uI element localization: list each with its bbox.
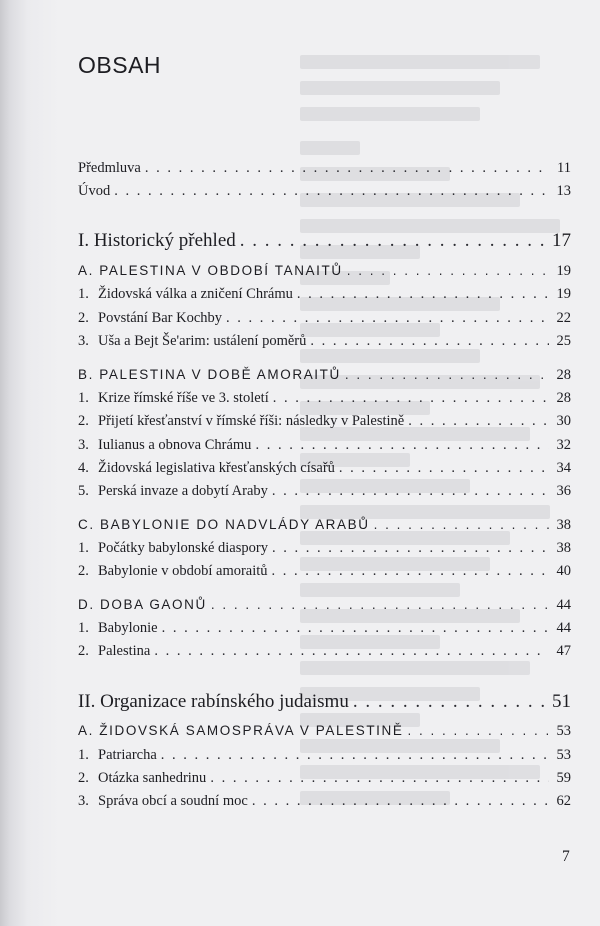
toc-entry-title: Úvod (78, 183, 111, 199)
toc-entry-page: 44 (556, 597, 571, 613)
toc-entry-title: Židovská legislativa křesťanských císařů (98, 460, 335, 476)
toc-entry (78, 540, 571, 557)
toc-entry (78, 390, 571, 407)
toc-entry-title: Babylonie v období amoraitů (98, 563, 268, 579)
dot-leader (226, 310, 549, 327)
toc-entry-title: Povstání Bar Kochby (98, 310, 223, 326)
toc-entry-page: 36 (556, 483, 571, 499)
toc-entry (78, 483, 571, 500)
dot-leader (211, 597, 549, 612)
dot-leader (154, 643, 549, 660)
toc-entry-page: 38 (556, 540, 571, 556)
toc-entry (78, 747, 571, 764)
toc-entry-page: 28 (556, 390, 571, 406)
toc-entry (78, 460, 571, 477)
toc-entry-number: 2. (78, 413, 89, 429)
toc-entry-number: 2. (78, 310, 89, 326)
toc-entry-page: 53 (556, 723, 571, 739)
toc-entry (78, 770, 571, 787)
toc-entry-title: Babylonie (98, 620, 158, 636)
toc-entry-number: 1. (78, 286, 89, 302)
toc-entry-page: 53 (556, 747, 571, 763)
toc-entry-page: 32 (556, 437, 571, 453)
toc-entry (78, 333, 571, 350)
toc-entry (78, 310, 571, 327)
toc-entry-page: 22 (556, 310, 571, 326)
dot-leader (145, 160, 549, 177)
toc-entry-page: 28 (556, 367, 571, 383)
dot-leader (162, 620, 549, 637)
toc-entry (78, 263, 571, 280)
dot-leader (273, 390, 549, 407)
toc-entry (78, 793, 571, 810)
contents-heading: OBSAH (78, 52, 162, 78)
toc-entry-title: II. Organizace rabínského judaismu (78, 691, 349, 712)
dot-leader (374, 517, 549, 532)
toc-entry-title: Přijetí křesťanství v římské říši: následky v Palestině (98, 413, 405, 429)
dot-leader (347, 263, 549, 278)
toc-entry-title: D. DOBA GAONŮ (78, 597, 207, 612)
toc-entry (78, 413, 571, 430)
toc-entry (78, 597, 571, 614)
dot-leader (255, 437, 549, 454)
toc-entry-number: 3. (78, 793, 89, 809)
toc-entry-page: 62 (556, 793, 571, 809)
toc-entry (78, 230, 571, 252)
toc-entry (78, 723, 571, 740)
toc-entry-title: Předmluva (78, 160, 141, 176)
toc-entry-page: 25 (556, 333, 571, 349)
toc-entry-number: 3. (78, 333, 89, 349)
toc-entry-page: 47 (556, 643, 571, 659)
toc-entry-number: 1. (78, 620, 89, 636)
toc-entry (78, 643, 571, 660)
toc-entry (78, 437, 571, 454)
page-number: 7 (562, 848, 570, 865)
toc-entry-title: Iulianus a obnova Chrámu (98, 437, 252, 453)
dot-leader (310, 333, 549, 350)
toc-entry-page: 51 (552, 691, 571, 712)
toc-entry-title: Otázka sanhedrinu (98, 770, 207, 786)
toc-entry-page: 44 (556, 620, 571, 636)
toc-entry (78, 160, 571, 177)
toc-entry-number: 1. (78, 747, 89, 763)
toc-entry-number: 1. (78, 390, 89, 406)
toc-entry-page: 11 (557, 160, 571, 176)
dot-leader (272, 540, 549, 557)
toc-entry-number: 2. (78, 563, 89, 579)
toc-entry-number: 2. (78, 643, 89, 659)
toc-entry (78, 183, 571, 200)
dot-leader (297, 286, 549, 303)
toc-entry-page: 17 (552, 230, 571, 251)
dot-leader (407, 723, 549, 738)
toc-entry-title: B. PALESTINA V DOBĚ AMORAITŮ (78, 367, 341, 382)
dot-leader (272, 563, 549, 580)
dot-leader (252, 793, 549, 810)
dot-leader (240, 230, 548, 252)
toc-entry-title: Perská invaze a dobytí Araby (98, 483, 268, 499)
toc-entry-title: A. PALESTINA V OBDOBÍ TANAITŮ (78, 263, 343, 278)
toc-entry-page: 40 (556, 563, 571, 579)
toc-entry (78, 691, 571, 713)
toc-entry-page: 13 (556, 183, 571, 199)
toc-entry-number: 2. (78, 770, 89, 786)
dot-leader (114, 183, 549, 200)
dot-leader (408, 413, 549, 430)
toc-entry-title: Uša a Bejt Še'arim: ustálení poměrů (98, 333, 307, 349)
toc-entry (78, 620, 571, 637)
dot-leader (272, 483, 549, 500)
toc-entry-page: 19 (556, 286, 571, 302)
toc-entry-page: 38 (556, 517, 571, 533)
dot-leader (161, 747, 549, 764)
dot-leader (353, 691, 548, 713)
toc-entry (78, 286, 571, 303)
toc-entry-page: 59 (556, 770, 571, 786)
toc-entry (78, 563, 571, 580)
toc-entry-title: Palestina (98, 643, 151, 659)
toc-entry-number: 3. (78, 437, 89, 453)
toc-entry-page: 19 (556, 263, 571, 279)
dot-leader (345, 367, 549, 382)
toc-entry-title: Židovská válka a zničení Chrámu (98, 286, 293, 302)
toc-entry-number: 4. (78, 460, 89, 476)
toc-entry-title: I. Historický přehled (78, 230, 236, 251)
toc-entry-number: 5. (78, 483, 89, 499)
dot-leader (339, 460, 549, 477)
toc-entry-number: 1. (78, 540, 89, 556)
toc-entry-page: 30 (556, 413, 571, 429)
toc-entry-title: A. ŽIDOVSKÁ SAMOSPRÁVA V PALESTINĚ (78, 723, 404, 738)
toc-entry-page: 34 (556, 460, 571, 476)
toc-entry (78, 517, 571, 534)
toc-entry-title: Správa obcí a soudní moc (98, 793, 248, 809)
dot-leader (210, 770, 549, 787)
toc-entry (78, 367, 571, 384)
toc-entry-title: C. BABYLONIE DO NADVLÁDY ARABŮ (78, 517, 370, 532)
toc-entry-title: Patriarcha (98, 747, 157, 763)
toc-entry-title: Krize římské říše ve 3. století (98, 390, 269, 406)
toc-entry-title: Počátky babylonské diaspory (98, 540, 268, 556)
